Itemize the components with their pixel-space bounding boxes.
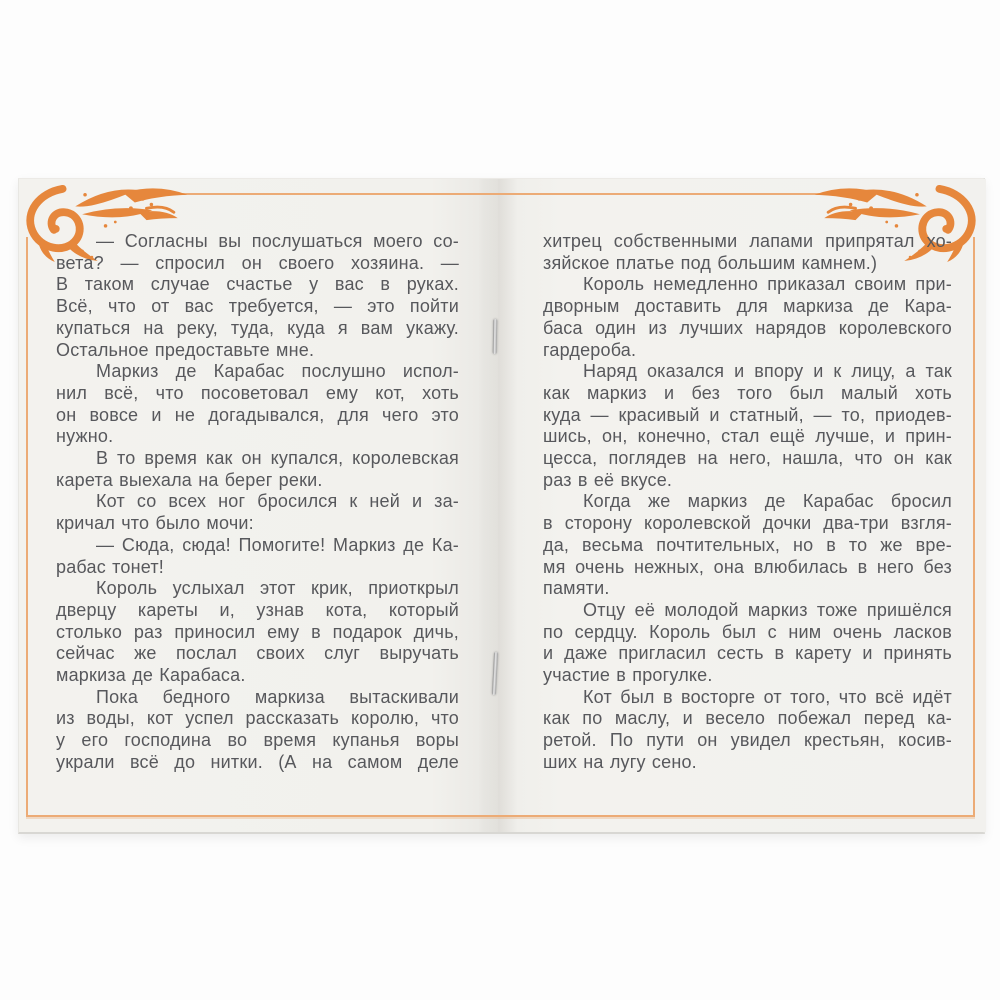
text-line: дверцу кареты и, узнав кота, который xyxy=(56,599,459,620)
text-line: Остальное предоставьте мне. xyxy=(56,339,315,360)
text-line: участие в прогулке. xyxy=(543,665,713,686)
frame-top-line xyxy=(127,193,873,195)
text-line: в сторону королевской дочки два-три взгля- xyxy=(543,513,952,534)
text-line: дворным доставить для маркиза де Кара- xyxy=(543,296,952,317)
text-line: маркиза де Карабаса. xyxy=(56,665,246,686)
text-line: да, весьма почтительных, но в то же вре- xyxy=(543,534,952,555)
text-line: ших на лугу сено. xyxy=(543,751,697,772)
text-line: Кот со всех ног бросился к ней и за- xyxy=(96,491,459,512)
text-line: украли всё до нитки. (А на самом деле xyxy=(56,751,459,772)
text-line: хитрец собственными лапами припрятал хо- xyxy=(543,231,952,251)
text-line: В таком случае счастье у вас в руках. xyxy=(56,274,459,295)
text-line: мя очень нежных, она влюбилась в него без xyxy=(543,556,952,577)
paragraph xyxy=(56,448,459,491)
paragraph xyxy=(543,491,952,600)
text-line: Наряд оказался и впору и к лицу, а так xyxy=(583,361,952,382)
text-line: вета? — спросил он своего хозяина. — xyxy=(56,252,459,273)
text-line: как по маслу, и весело побежал перед ка- xyxy=(543,708,952,729)
text-line: столько раз приносил ему в подарок дичь, xyxy=(56,621,459,642)
text-line: Отцу её молодой маркиз тоже пришёлся xyxy=(583,599,952,620)
text-line: баса один из лучших нарядов королевского xyxy=(543,317,952,338)
text-line: Король немедленно приказал своим при- xyxy=(583,274,952,295)
saddle-stitch-staple-icon xyxy=(493,319,498,354)
text-line: В то время как он купался, королевская xyxy=(96,448,459,469)
text-line: у его господина во время купанья воры xyxy=(56,730,459,751)
paragraph xyxy=(56,231,459,361)
text-line: и даже пригласил сесть в карету и принять xyxy=(543,643,952,664)
right-page-text xyxy=(543,231,952,774)
text-line: раз в её вкусе. xyxy=(543,469,673,490)
text-line: Кот был в восторге от того, что всё идёт xyxy=(583,686,952,707)
frame-right-line xyxy=(973,237,975,817)
text-line: Маркиз де Карабас послушно испол- xyxy=(96,361,459,382)
text-line: кричал что было мочи: xyxy=(56,513,254,534)
text-line: — Сюда, сюда! Помогите! Маркиз де Ка- xyxy=(96,534,459,555)
paragraph xyxy=(543,687,952,774)
paragraph xyxy=(543,600,952,687)
frame-left-line xyxy=(26,237,28,817)
frame-bottom-line xyxy=(26,815,975,817)
text-line: сейчас же послал своих слуг выручать xyxy=(56,643,459,664)
text-line: зяйское платье под большим камнем.) xyxy=(543,252,878,273)
text-line: он вовсе и не догадывался, для чего это xyxy=(56,404,459,425)
text-line: ретой. По пути он увидел крестьян, косив- xyxy=(543,730,952,751)
text-line: гардероба. xyxy=(543,339,637,360)
text-line: Пока бедного маркиза вытаскивали xyxy=(96,686,459,707)
text-line: по сердцу. Король был с ним очень ласков xyxy=(543,621,952,642)
text-line: карета выехала на берег реки. xyxy=(56,469,323,490)
text-line: рабас тонет! xyxy=(56,556,164,577)
text-line: шись, он, конечно, стал ещё лучше, и прин- xyxy=(543,426,952,447)
text-line: цесса, поглядев на него, нашла, что он как xyxy=(543,448,952,469)
paragraph xyxy=(56,361,459,448)
paragraph xyxy=(56,535,459,578)
text-line: нил всё, что посоветовал ему кот, хоть xyxy=(56,382,459,403)
paragraph xyxy=(543,361,952,491)
paragraph xyxy=(543,231,952,274)
text-line: куда — красивый и статный, — то, приодев- xyxy=(543,404,952,425)
text-line: купаться на реку, туда, куда я вам укажу. xyxy=(56,317,459,338)
paragraph xyxy=(56,687,459,774)
paragraph xyxy=(56,491,459,534)
text-line: памяти. xyxy=(543,578,610,599)
left-page-text xyxy=(56,231,459,774)
text-line: нужно. xyxy=(56,426,114,447)
text-line: как маркиз и без того был малый хоть xyxy=(543,382,952,403)
paragraph xyxy=(56,578,459,687)
text-line: Король услыхал этот крик, приоткрыл xyxy=(96,578,459,599)
text-line: Всё, что от вас требуется, — это пойти xyxy=(56,296,459,317)
paragraph xyxy=(543,274,952,361)
book-spread xyxy=(18,178,985,834)
text-line: Когда же маркиз де Карабас бросил xyxy=(583,491,952,512)
text-line: — Согласны вы послушаться моего со- xyxy=(96,231,459,251)
text-line: из воды, кот успел рассказать королю, что xyxy=(56,708,459,729)
